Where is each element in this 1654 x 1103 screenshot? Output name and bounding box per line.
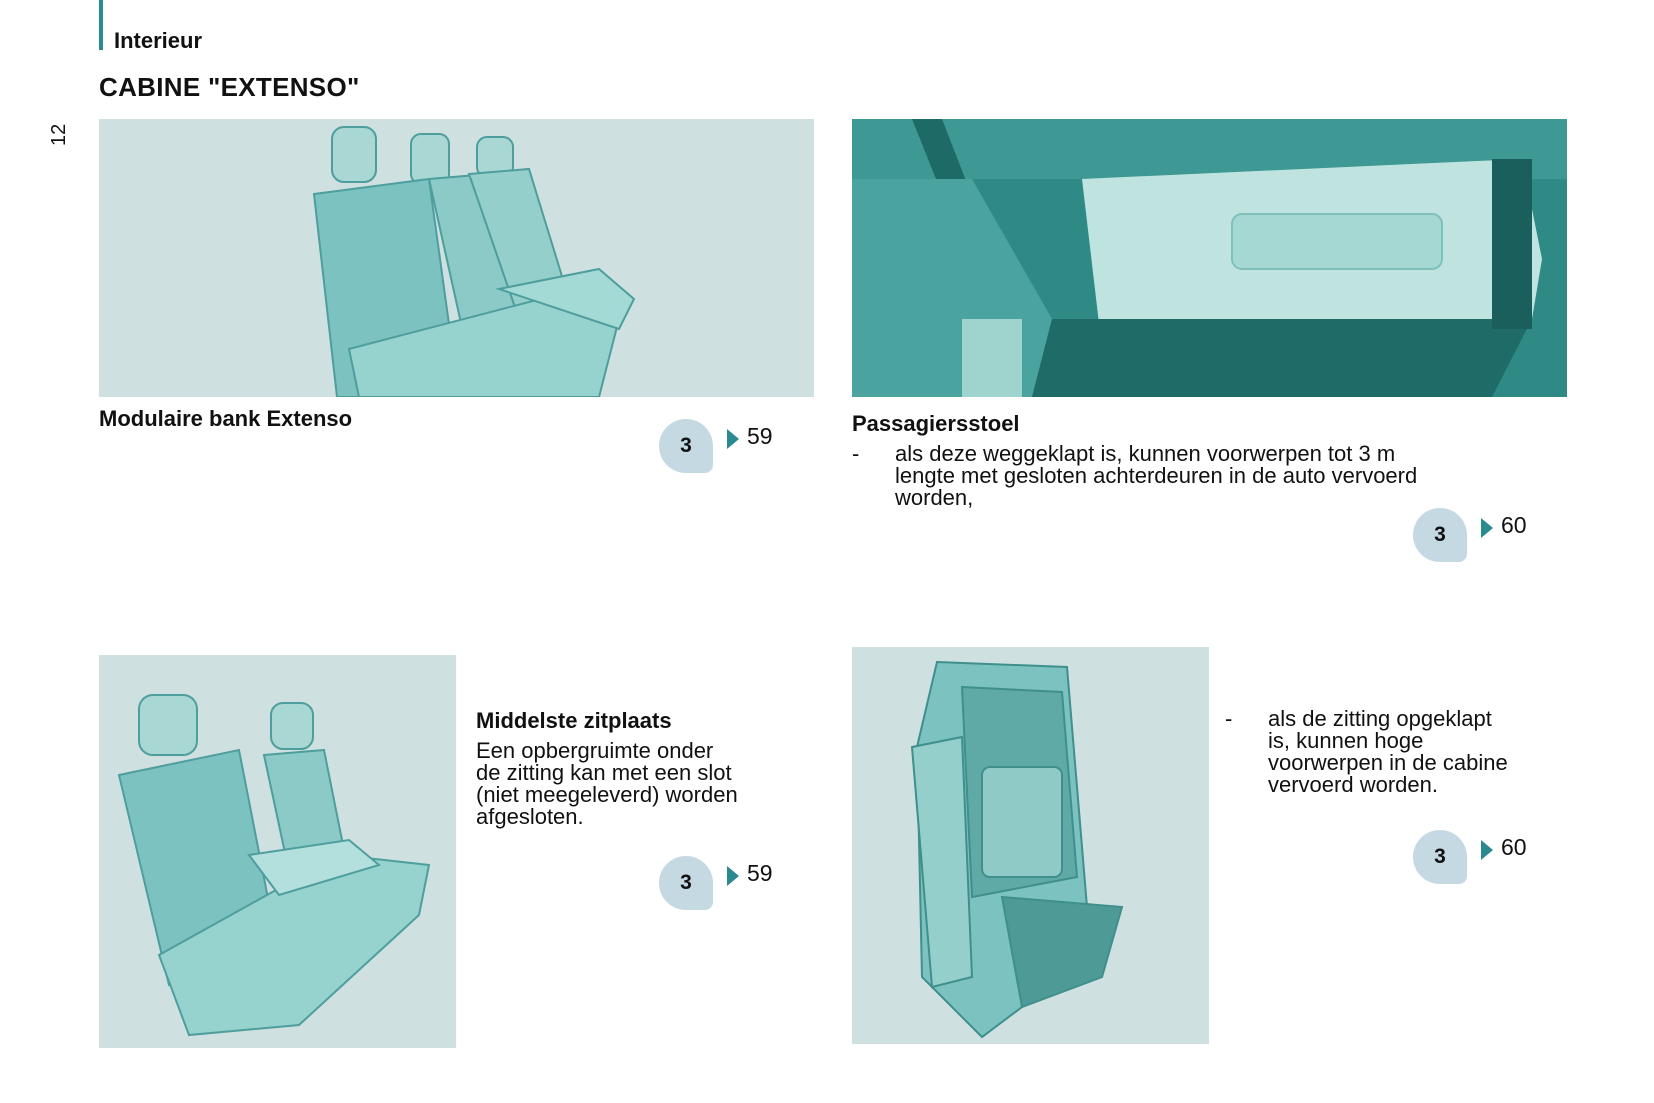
passenger-page-reference[interactable] — [1413, 508, 1543, 564]
text-line: als deze weggeklapt is, kunnen voorwerpen tot 3 m — [895, 441, 1396, 466]
arrow-right-icon — [727, 429, 739, 449]
section-label: Interieur — [114, 28, 203, 53]
text-line: de zitting kan met een slot — [476, 760, 732, 785]
passenger-text — [895, 443, 1575, 509]
page-number: 12 — [48, 123, 70, 146]
text-line: voorwerpen in de cabine — [1268, 750, 1508, 775]
text-line: als de zitting opgeklapt — [1268, 706, 1492, 731]
text-line: is, kunnen hoge — [1268, 728, 1424, 753]
section-marker — [99, 0, 103, 50]
passenger-heading: Passagiersstoel — [852, 411, 1020, 436]
chapter-badge: 3 — [1413, 508, 1467, 562]
chapter-badge: 3 — [1413, 830, 1467, 884]
chapter-badge: 3 — [659, 419, 713, 473]
passenger-bullet: - — [852, 441, 860, 466]
page-ref-number: 60 — [1501, 512, 1527, 538]
passenger-seat-photo — [852, 119, 1567, 397]
arrow-right-icon — [1481, 840, 1493, 860]
middle-seat-photo — [99, 655, 456, 1048]
arrow-right-icon — [727, 866, 739, 886]
folded-seat-bullet: - — [1225, 706, 1233, 731]
middle-seat-heading: Middelste zitplaats — [476, 708, 672, 733]
page-ref-number: 59 — [747, 423, 773, 449]
page-title: CABINE "EXTENSO" — [99, 72, 360, 102]
folded-seat-text — [1268, 708, 1608, 796]
text-line: lengte met gesloten achterdeuren in de auto vervoerd — [895, 463, 1418, 488]
page-ref-number: 59 — [747, 860, 773, 886]
middle-seat-page-reference[interactable] — [659, 856, 789, 912]
middle-seat-text — [476, 740, 816, 828]
text-line: Een opbergruimte onder — [476, 738, 714, 763]
folded-seat-photo — [852, 647, 1209, 1044]
text-line: worden, — [895, 485, 974, 510]
arrow-right-icon — [1481, 518, 1493, 538]
bench-page-reference[interactable] — [659, 419, 789, 475]
bench-heading: Modulaire bank Extenso — [99, 406, 353, 431]
chapter-badge: 3 — [659, 856, 713, 910]
text-line: afgesloten. — [476, 804, 584, 829]
text-line: vervoerd worden. — [1268, 772, 1438, 797]
bench-seat-photo — [99, 119, 814, 397]
text-line: (niet meegeleverd) worden — [476, 782, 738, 807]
page-ref-number: 60 — [1501, 834, 1527, 860]
folded-seat-page-reference[interactable] — [1413, 830, 1543, 886]
